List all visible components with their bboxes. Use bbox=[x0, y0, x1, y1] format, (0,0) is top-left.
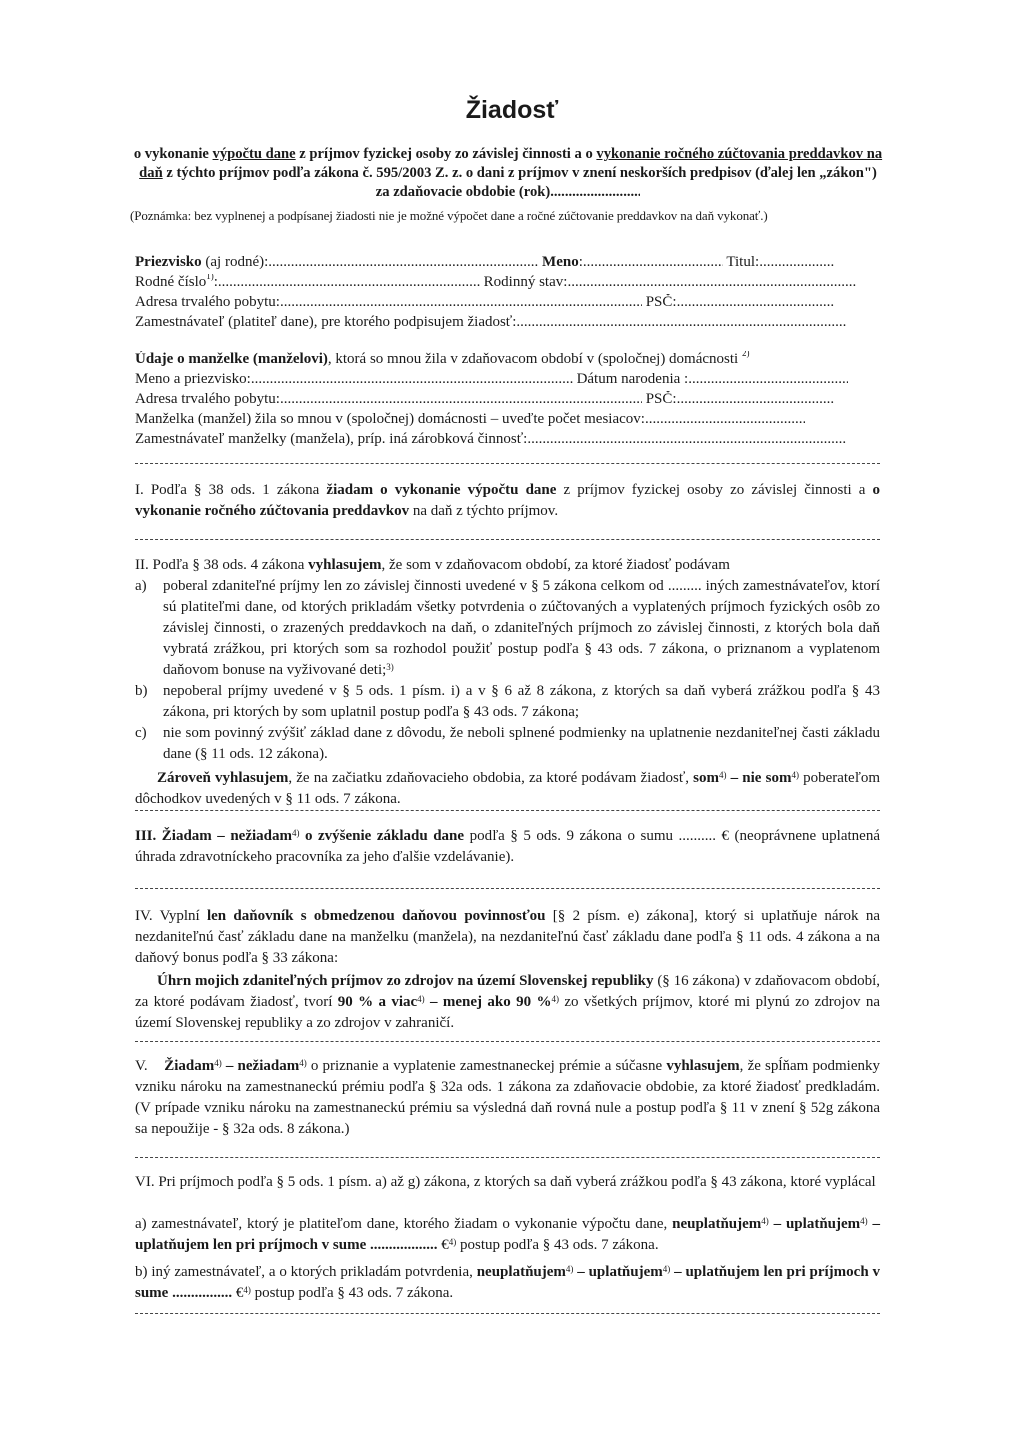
section-2-text: Podľa § 38 ods. 4 zákona bbox=[148, 557, 309, 573]
section-4-text: Vyplní bbox=[152, 908, 207, 924]
psc-field[interactable] bbox=[677, 294, 835, 311]
item-text: nie som povinný zvýšiť základ dane z dôvodu, že neboli splnené podmienky na uplatnenie nezdaniteľnej časti základu dane (§ 11 ods. 12 zákona). bbox=[163, 725, 880, 762]
section-4-bold: Úhrn mojich zdaniteľných príjmov zo zdrojov na území Slovenskej republiky bbox=[157, 973, 654, 989]
section-5 bbox=[135, 1056, 880, 1140]
footnote-ref: 4) bbox=[791, 770, 799, 780]
section-6-text: postup podľa § 43 ods. 7 zákona. bbox=[250, 1285, 454, 1301]
marital-status-field[interactable] bbox=[567, 274, 857, 291]
form-note: (Poznámka: bez vyplnenej a podpísanej žiadosti nie je možné výpočet dane a ročné zúčtovanie preddavkov na daň vykonať.) bbox=[130, 208, 768, 223]
employer-field[interactable] bbox=[516, 314, 846, 331]
section-5-number: V. bbox=[135, 1058, 148, 1074]
footnote-ref: 4) bbox=[299, 1058, 307, 1068]
spouse-months-field[interactable] bbox=[645, 411, 805, 428]
pension-text: , že na začiatku zdaňovacieho obdobia, za ktoré podávam žiadosť, bbox=[288, 770, 694, 786]
section-6-text: € bbox=[437, 1237, 449, 1253]
footnote-ref: 2) bbox=[741, 351, 750, 358]
spouse-row-1 bbox=[135, 371, 880, 388]
name-field[interactable] bbox=[583, 254, 723, 271]
applicant-row-1: Priezvisko (aj rodné):..... Meno:..... Titul:..... bbox=[135, 254, 880, 271]
psc-label: PSČ: bbox=[645, 294, 677, 310]
applicant-row-2: Rodné číslo$^{1)}$:..... Rodinný stav:..... bbox=[135, 274, 880, 291]
section-4-income bbox=[135, 971, 880, 1034]
footnote-ref: 4) bbox=[448, 1237, 457, 1247]
section-2-item-a bbox=[135, 576, 880, 681]
spouse-heading-text: , ktorá so mnou žila v zdaňovacom období v (spoločnej) domácnosti bbox=[327, 351, 739, 367]
section-6-text: postup podľa § 43 ods. 7 zákona. bbox=[456, 1237, 659, 1253]
premium-option-yes[interactable]: Žiadam bbox=[164, 1058, 215, 1074]
footnote-ref: 4) bbox=[243, 1285, 251, 1295]
surname-field[interactable] bbox=[268, 254, 538, 271]
section-6-text: b) iný zamestnávateľ, a o ktorých prikladám potvrdenia, bbox=[135, 1264, 477, 1280]
spouse-employer-label: Zamestnávateľ manželky (manžela), príp. iná zárobková činnosť: bbox=[135, 431, 528, 447]
applicant-row-3 bbox=[135, 294, 880, 311]
option-less-than-90[interactable]: – menej ako 90 % bbox=[424, 994, 552, 1010]
footnote-ref: 4) bbox=[565, 1264, 574, 1274]
section-3-number: III. bbox=[135, 828, 157, 844]
document-subtitle bbox=[133, 145, 883, 202]
spouse-psc-field[interactable] bbox=[677, 391, 835, 408]
item-text: poberal zdaniteľné príjmy len zo závislej činnosti uvedené v § 5 zákona celkom od ......... iných zamestnávateľov, ktorí sú platiteľmi dane, od ktorých prikladám všetky potvrdenia o zúčtovaných a vyplatených príjmoch fyzických osôb zo závislej činnosti, o zrazených preddavkoch na daň, o zdaniteľných príjmoch zo závislej činnosti, z ktorých bola daň vybratá zrážkou, pri ktorých som sa rozhodol použiť postup podľa § 43 ods. 7 zákona, o priznanom a vyplatenom daňovom bonuse na vyživované deti; bbox=[163, 578, 880, 678]
section-4-text: zo všetkých príjmov, ktoré mi plynú zo zdrojov na území Slovenskej republiky a zo zdrojov v zahraničí. bbox=[135, 994, 880, 1031]
spouse-row-4 bbox=[135, 431, 880, 448]
title-label: Titul: bbox=[726, 254, 760, 270]
spouse-birth-field[interactable] bbox=[688, 371, 848, 388]
section-1-number: I. bbox=[135, 482, 144, 498]
section-6-item-a bbox=[135, 1214, 880, 1256]
footnote-ref: 4) bbox=[551, 994, 559, 1004]
section-3-bold: o zvýšenie základu dane bbox=[299, 828, 465, 844]
subtitle-text: z príjmov fyzickej osoby zo závislej činnosti a o bbox=[295, 146, 597, 162]
option-applying-partial[interactable]: – uplatňujem len pri príjmoch v sume ................ bbox=[135, 1264, 880, 1301]
subtitle-underlined-settlement: vykonanie ročného zúčtovania preddavkov na daň bbox=[139, 146, 883, 181]
section-4 bbox=[135, 906, 880, 969]
separator bbox=[135, 1041, 880, 1042]
separator bbox=[135, 810, 880, 811]
section-1-text: na daň z týchto príjmov. bbox=[409, 503, 559, 519]
section-3-text: podľa § 5 ods. 9 zákona o sumu .......... € (neoprávnene uplatnená úhrada zdravotníckeho pracovníka za jeho ďalšie vzdelávanie). bbox=[135, 828, 880, 865]
section-6-text: Pri príjmoch podľa § 5 ods. 1 písm. a) až g) zákona, z ktorých sa daň vyberá zrážkou podľa § 43 zákona, ktoré vyplácal bbox=[154, 1174, 876, 1190]
subtitle-underlined-tax: výpočtu dane bbox=[212, 146, 296, 162]
applicant-row-4 bbox=[135, 314, 880, 331]
section-3-bold[interactable]: Žiadam – nežiadam bbox=[156, 828, 292, 844]
section-1-text: Podľa § 38 ods. 1 zákona bbox=[143, 482, 327, 498]
section-6-number: VI. bbox=[135, 1174, 155, 1190]
subtitle-text: z týchto príjmov podľa zákona č. 595/2003 Z. z. o dani z príjmov v znení neskorších predpisov (ďalej len „zákon") za zdaňovacie obdobie (rok) bbox=[162, 165, 877, 200]
separator bbox=[135, 539, 880, 540]
footnote-ref: 4) bbox=[719, 770, 727, 780]
section-2-bold: vyhlasujem bbox=[308, 557, 382, 573]
section-4-bold: len daňovník s obmedzenou daňovou povinnosťou bbox=[206, 908, 546, 924]
spouse-address-field[interactable] bbox=[280, 391, 642, 408]
section-1-bold: žiadam o vykonanie výpočtu dane bbox=[326, 482, 557, 498]
section-2-item-b bbox=[135, 681, 880, 723]
title-field[interactable] bbox=[759, 254, 834, 271]
section-2-number: II. bbox=[135, 557, 149, 573]
footnote-ref: 4) bbox=[417, 994, 425, 1004]
option-not-applying[interactable]: neuplatňujem bbox=[476, 1264, 566, 1280]
separator bbox=[135, 1313, 880, 1314]
spouse-heading-bold: Údaje o manželke (manželovi) bbox=[135, 351, 328, 367]
footnote-ref: 4) bbox=[291, 828, 300, 838]
employer-label: Zamestnávateľ (platiteľ dane), pre ktorého podpisujem žiadosť: bbox=[135, 314, 517, 330]
option-applying[interactable]: – uplatňujem bbox=[573, 1264, 663, 1280]
section-2-text: , že som v zdaňovacom období, za ktoré žiadosť podávam bbox=[381, 557, 730, 573]
option-applying[interactable]: – uplatňujem bbox=[768, 1216, 861, 1232]
section-5-bold: vyhlasujem bbox=[666, 1058, 740, 1074]
footnote-ref: 4) bbox=[860, 1216, 868, 1226]
section-5-text: , že spĺňam podmienky vzniku nároku na zamestnaneckú prémiu podľa § 32a ods. 1 zákona za zdaňovacie obdobie, za ktoré žiadosť predkladám. (V prípade vzniku nároku na zamestnaneckú prémiu sa výsledná daň rovná nule a postup podľa § 11 v znení § 52g zákona sa nepoužije - § 32a ods. 8 zákona.) bbox=[135, 1058, 880, 1137]
surname-label-suffix: (aj rodné): bbox=[201, 254, 269, 270]
item-key: a) bbox=[135, 578, 147, 594]
spouse-months-label: Manželka (manžel) žila so mnou v (spoločnej) domácnosti – uveďte počet mesiacov: bbox=[135, 411, 645, 427]
item-key: b) bbox=[135, 683, 148, 699]
footnote-ref: 1) bbox=[206, 274, 214, 281]
spouse-employer-field[interactable] bbox=[527, 431, 847, 448]
footnote-ref: 4) bbox=[214, 1058, 222, 1068]
separator bbox=[135, 888, 880, 889]
subtitle-text: o vykonanie bbox=[133, 146, 213, 162]
pension-option-yes[interactable]: som bbox=[693, 770, 719, 786]
name-label: Meno bbox=[542, 254, 579, 270]
section-2-item-c bbox=[135, 723, 880, 765]
separator bbox=[135, 463, 880, 464]
birth-number-label: Rodné číslo bbox=[135, 274, 207, 290]
option-90-or-more[interactable]: 90 % a viac bbox=[337, 994, 418, 1010]
item-text: nepoberal príjmy uvedené v § 5 ods. 1 písm. i) a v § 6 až 8 zákona, z ktorých sa daň vyberá zrážkou podľa § 43 zákona, pri ktorých by som uplatnil postup podľa § 43 ods. 7 zákona; bbox=[163, 683, 880, 720]
document-title: Žiadosť bbox=[465, 96, 559, 124]
spouse-address-label: Adresa trvalého pobytu: bbox=[135, 391, 280, 407]
address-label: Adresa trvalého pobytu: bbox=[135, 294, 280, 310]
pension-bold: Zároveň vyhlasujem bbox=[157, 770, 289, 786]
spouse-birth-label: Dátum narodenia : bbox=[576, 371, 689, 387]
spouse-row-3 bbox=[135, 411, 880, 428]
address-field[interactable] bbox=[280, 294, 642, 311]
section-6-item-b bbox=[135, 1262, 880, 1304]
section-4-text: (§ 16 zákona) v zdaňovacom období, za ktoré podávam žiadosť, tvorí bbox=[135, 973, 880, 1010]
spouse-row-2 bbox=[135, 391, 880, 408]
option-applying-partial[interactable]: – uplatňujem len pri príjmoch v sume .................. bbox=[135, 1216, 880, 1253]
section-1 bbox=[135, 480, 880, 522]
spouse-name-field[interactable] bbox=[251, 371, 573, 388]
birth-number-field[interactable] bbox=[218, 274, 480, 291]
section-1-bold: o vykonanie ročného zúčtovania preddavkov bbox=[135, 482, 881, 519]
section-6-text: € bbox=[232, 1285, 244, 1301]
surname-label: Priezvisko bbox=[135, 254, 202, 270]
footnote-ref: 4) bbox=[761, 1216, 769, 1226]
section-4-text: [§ 2 písm. e) zákona], ktorý si uplatňuje nárok na nezdaniteľnú časť základu dane na manželku (manžela), na nezdaniteľnú časť základu dane podľa § 11 ods. 4 zákona a na daňový bonus podľa § 33 zákona: bbox=[135, 908, 880, 966]
spouse-heading bbox=[135, 351, 880, 368]
pension-text: poberateľom dôchodkov uvedených v § 11 ods. 7 zákona. bbox=[135, 770, 880, 807]
year-fill-line[interactable] bbox=[550, 183, 640, 202]
section-1-text: z príjmov fyzickej osoby zo závislej činnosti a bbox=[556, 482, 873, 498]
spouse-psc-label: PSČ: bbox=[645, 391, 677, 407]
footnote-ref: 4) bbox=[662, 1264, 671, 1274]
section-4-number: IV. bbox=[135, 908, 153, 924]
spouse-name-label: Meno a priezvisko: bbox=[135, 371, 251, 387]
section-6 bbox=[135, 1172, 880, 1193]
item-key: c) bbox=[135, 725, 147, 741]
section-5-text: o priznanie a vyplatenie zamestnaneckej prémie a súčasne bbox=[306, 1058, 667, 1074]
section-6-text: a) zamestnávateľ, ktorý je platiteľom dane, ktorého žiadam o vykonanie výpočtu dane, bbox=[135, 1216, 673, 1232]
section-2-intro bbox=[135, 555, 880, 576]
section-2-pension bbox=[135, 768, 880, 810]
footnote-ref: 3) bbox=[386, 662, 394, 672]
option-not-applying[interactable]: neuplatňujem bbox=[672, 1216, 762, 1232]
premium-option-no[interactable]: – nežiadam bbox=[221, 1058, 300, 1074]
pension-option-no[interactable]: – nie som bbox=[726, 770, 792, 786]
separator bbox=[135, 1157, 880, 1158]
marital-status-label: Rodinný stav: bbox=[483, 274, 568, 290]
section-3 bbox=[135, 826, 880, 868]
